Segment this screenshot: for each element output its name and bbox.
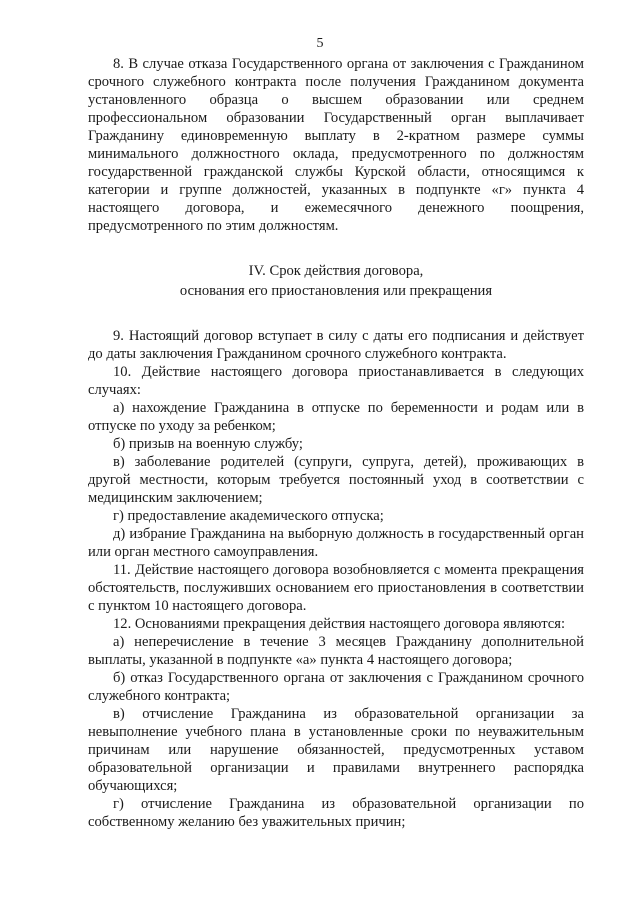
section-heading-line-1: IV. Срок действия договора,: [248, 263, 424, 279]
paragraph-9: 9. Настоящий договор вступает в силу с даты его подписания и действует до даты заключения Гражданином срочного служебного контракта.: [88, 328, 584, 362]
paragraph-10-d: г) предоставление академического отпуска;: [113, 508, 384, 524]
paragraph-10-b: б) призыв на военную службу;: [113, 436, 303, 452]
paragraph-10-c: в) заболевание родителей (супруги, супруга, детей), проживающих в другой местности, которым требуется постоянный уход в соответствии с медицинским заключением;: [88, 454, 584, 506]
section-heading-line-2: основания его приостановления или прекращения: [179, 283, 493, 299]
paragraph-12-a: а) неперечисление в течение 3 месяцев Гражданину дополнительной выплаты, указанной в подпункте «а» пункта 4 настоящего договора;: [88, 634, 584, 668]
paragraph-12-d: г) отчисление Гражданина из образовательной организации по собственному желанию без уважительных причин;: [88, 796, 584, 830]
paragraph-10-a: а) нахождение Гражданина в отпуске по беременности и родам или в отпуске по уходу за ребенком;: [88, 400, 584, 434]
document-body: [88, 55, 584, 831]
page-number: 5: [316, 36, 324, 51]
paragraph-10-e: д) избрание Гражданина на выборную должность в государственный орган или орган местного самоуправления.: [88, 526, 584, 560]
paragraph-12-b: б) отказ Государственного органа от заключения с Гражданином срочного служебного контракта;: [88, 670, 584, 704]
paragraph-12: 12. Основаниями прекращения действия настоящего договора являются:: [113, 616, 566, 632]
paragraph-10: 10. Действие настоящего договора приостанавливается в следующих случаях:: [88, 364, 584, 398]
paragraph-11: 11. Действие настоящего договора возобновляется с момента прекращения обстоятельств, послуживших основанием его приостановления в соответствии с пунктом 10 настоящего договора.: [88, 562, 584, 614]
paragraph-8: 8. В случае отказа Государственного органа от заключения с Гражданином срочного служебного контракта после получения Гражданином документа установленного образца о высшем образовании или среднем профессиональном образовании Государственный орган выплачивает Гражданину единовременную выплату в 2-кратном размере суммы минимального должностного оклада, предусмотренного по должностям государственной гражданской службы Курской области, относящимся к категории и группе должностей, указанных в подпункте «г» пункта 4 настоящего договора, и ежемесячного денежного поощрения, предусмотренного по этим должностям.: [88, 56, 584, 234]
section-heading: [88, 261, 584, 301]
paragraph-12-c: в) отчисление Гражданина из образовательной организации за невыполнение учебного плана в установленные сроки по неуважительным причинам или нарушение обязанностей, предусмотренных уставом образовательной организации и правилами внутреннего распорядка обучающихся;: [88, 706, 584, 794]
